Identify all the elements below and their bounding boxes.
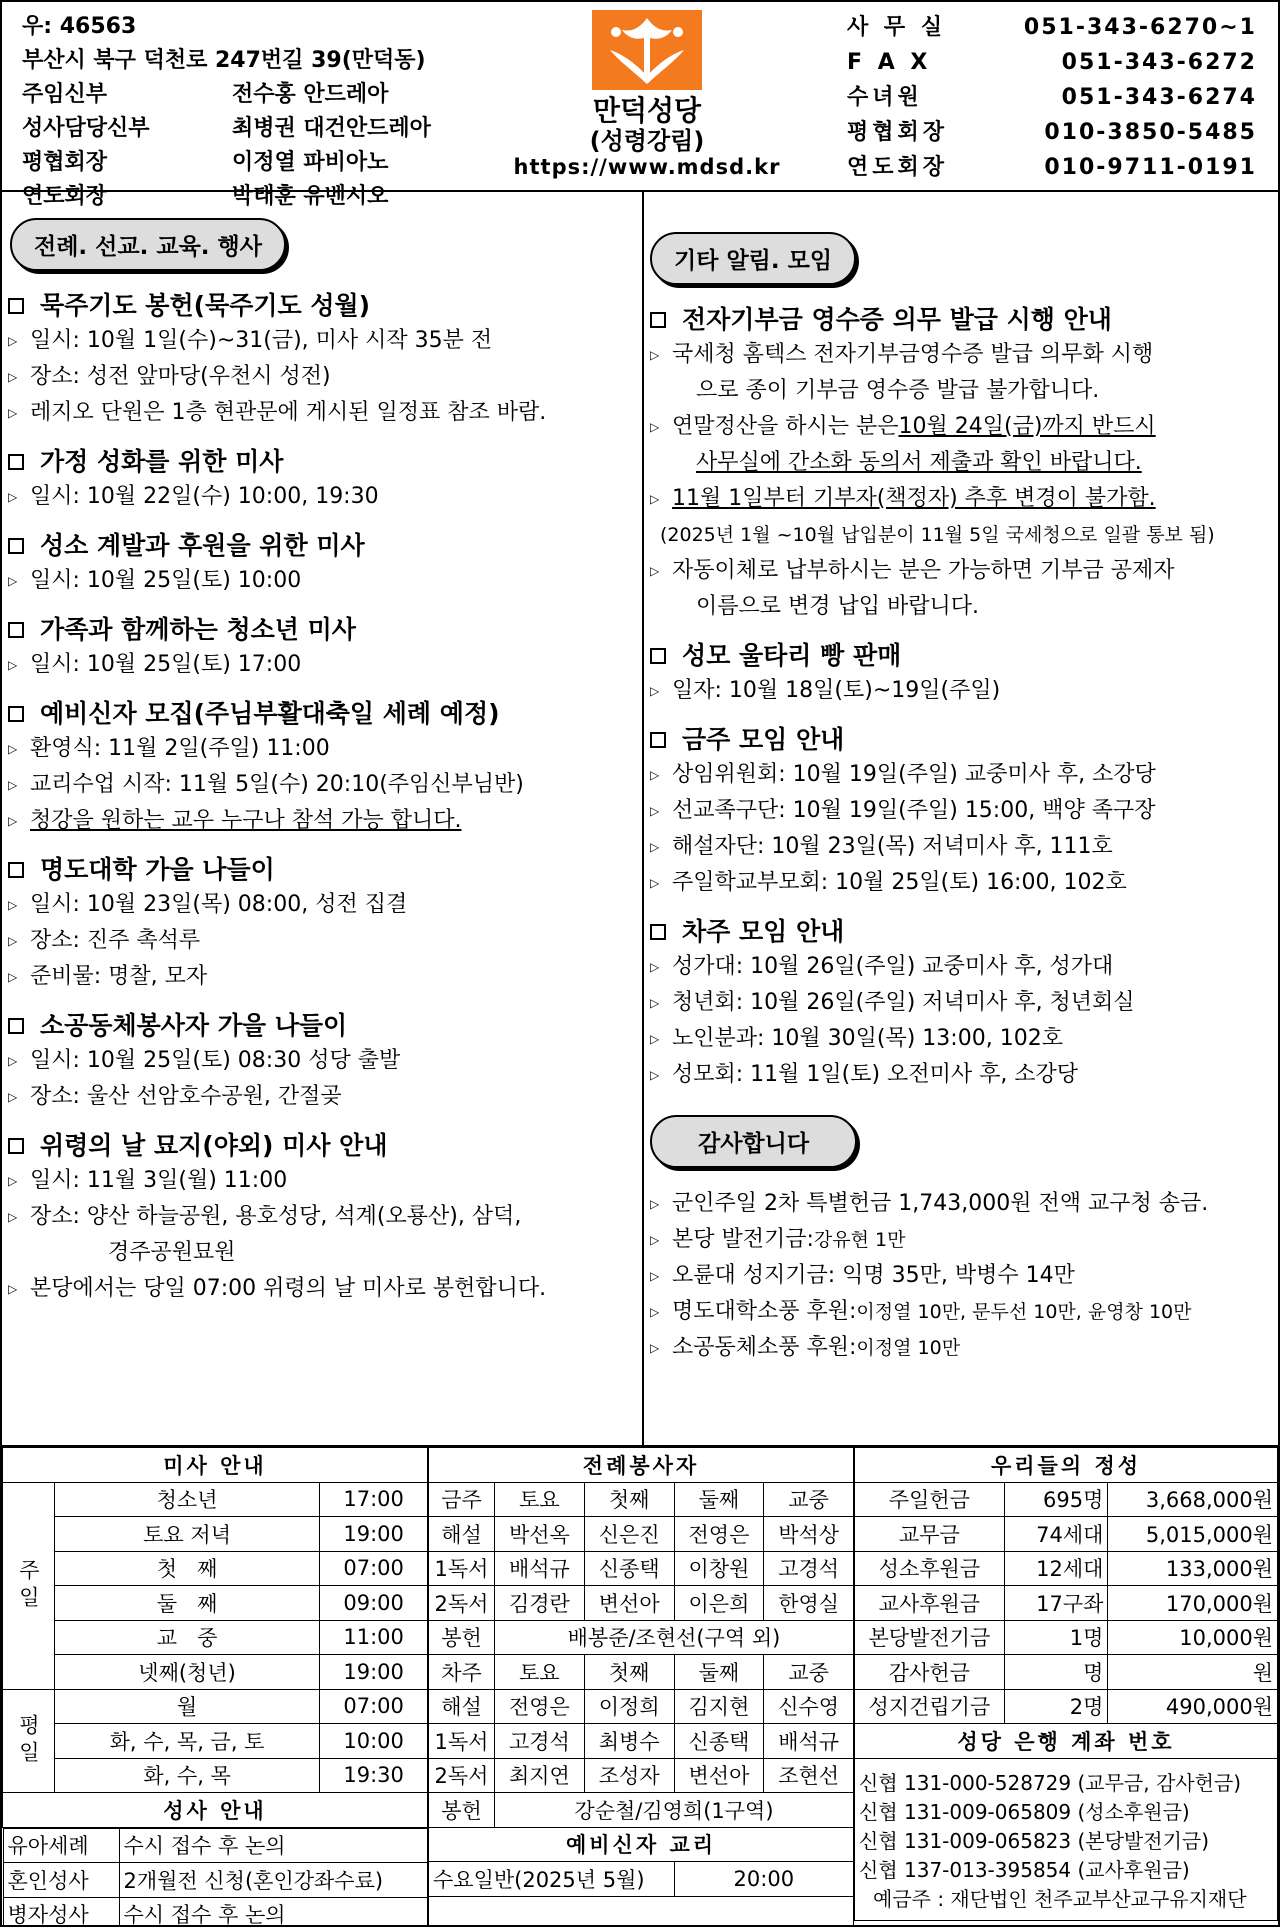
mass-time: 09:00: [320, 1586, 428, 1621]
right-column: [650, 192, 1276, 1366]
server-name: 박선옥: [494, 1517, 584, 1552]
offering-count: 695명: [1004, 1482, 1108, 1517]
offering-count: 명: [1004, 1655, 1108, 1690]
servers-header: 교중: [764, 1482, 854, 1517]
list-item: ▷ 장소: 진주 촉석루: [8, 923, 638, 959]
left-column: [8, 192, 638, 1307]
section-title: 소공동체봉사자 가을 나들이: [8, 1009, 638, 1043]
church-url[interactable]: https://www.mdsd.kr: [513, 155, 781, 179]
list-item: ▷ 레지오 단원은 1층 현관문에 게시된 일정표 참조 바람.: [8, 395, 638, 431]
list-item: ▷ 일시: 10월 23일(목) 08:00, 성전 집결: [8, 887, 638, 923]
church-logo-icon: [592, 10, 702, 90]
servers-header: 첫째: [584, 1655, 674, 1690]
triangle-bullet-icon: ▷: [650, 1068, 660, 1082]
list-item: ▷ 국세청 홈텍스 전자기부금영수증 발급 의무화 시행: [650, 337, 1276, 373]
offer-servers: 배봉준/조현선(구역 외): [494, 1620, 853, 1655]
offering-count: 12세대: [1004, 1551, 1108, 1586]
contact-value: 051-343-6272: [1061, 50, 1257, 75]
bank-title: 성당 은행 계좌 번호: [855, 1724, 1278, 1759]
list-item: ▷ 명도대학소풍 후원: 이정열 10만, 문두선 10만, 윤영창 10만: [650, 1294, 1276, 1330]
triangle-bullet-icon: ▷: [8, 1210, 18, 1224]
triangle-bullet-icon: ▷: [650, 768, 660, 782]
list-item-continued: 으로 종이 기부금 영수증 발급 불가합니다.: [696, 378, 1100, 403]
section-title: 위령의 날 묘지(야외) 미사 안내: [8, 1129, 638, 1163]
mass-table-title: 미사 안내: [3, 1448, 428, 1483]
postal-code: 우: 46563: [22, 14, 137, 39]
offering-amount: 5,015,000원: [1108, 1517, 1278, 1552]
contact-label: 평협회장: [847, 120, 949, 145]
info-value: 최병권 대건안드레아: [232, 116, 431, 141]
list-item: ▷ 노인분과: 10월 30일(목) 13:00, 102호: [650, 1021, 1276, 1057]
weekday-label: 평일: [3, 1689, 55, 1793]
server-name: 변선아: [674, 1758, 764, 1793]
mass-name: 교 중: [54, 1620, 319, 1655]
sacrament-name: 병자성사: [3, 1897, 119, 1927]
list-item: ▷ 본당 발전기금: 강유현 1만: [650, 1222, 1276, 1258]
triangle-bullet-icon: ▷: [8, 1174, 18, 1188]
checkbox-square-icon: [650, 732, 666, 748]
mass-time: 19:30: [320, 1758, 428, 1793]
triangle-bullet-icon: ▷: [650, 804, 660, 818]
sacrament-desc: 2개월전 신청(혼인강좌수료): [119, 1863, 427, 1898]
server-name: 김경란: [494, 1586, 584, 1621]
list-item: ▷ 자동이체로 납부하시는 분은 가능하면 기부금 공제자: [650, 553, 1276, 589]
column-divider: [642, 192, 644, 1445]
mass-time: 10:00: [320, 1724, 428, 1759]
triangle-bullet-icon: ▷: [650, 420, 660, 434]
section-pill-thanks: 감사합니다: [650, 1115, 857, 1168]
mass-time: 17:00: [320, 1482, 428, 1517]
offering-count: 74세대: [1004, 1517, 1108, 1552]
role: 해설: [429, 1517, 495, 1552]
servers-header: 차주: [429, 1655, 495, 1690]
triangle-bullet-icon: ▷: [8, 742, 18, 756]
bank-account-line: 신협 137-013-395854 (교사후원금): [859, 1857, 1190, 1882]
catechism-class: 수요일반(2025년 5월): [429, 1862, 675, 1897]
mass-time: 07:00: [320, 1551, 428, 1586]
church-subtitle: (성령강림): [589, 127, 705, 155]
role: 2독서: [429, 1758, 495, 1793]
role: 2독서: [429, 1586, 495, 1621]
offering-amount: 133,000원: [1108, 1551, 1278, 1586]
checkbox-square-icon: [8, 1018, 24, 1034]
list-item-note: (2025년 1월 ~10월 납입분이 11월 5일 국세청으로 일괄 통보 됨): [660, 524, 1215, 546]
catechism-time: 20:00: [674, 1862, 853, 1897]
contact-value: 051-343-6274: [1061, 85, 1257, 110]
triangle-bullet-icon: ▷: [8, 898, 18, 912]
server-name: 김지현: [674, 1689, 764, 1724]
bottom-tables: [2, 1445, 1278, 1927]
server-name: 이정희: [584, 1689, 674, 1724]
info-label: 주임신부: [22, 82, 108, 107]
offering-name: 성지건립기금: [855, 1689, 1005, 1724]
role: 해설: [429, 1689, 495, 1724]
info-value: 이정열 파비아노: [232, 150, 389, 175]
mass-time: 19:00: [320, 1655, 428, 1690]
triangle-bullet-icon: ▷: [8, 1090, 18, 1104]
checkbox-square-icon: [650, 312, 666, 328]
section-title: 금주 모임 안내: [650, 723, 1276, 757]
offering-amount: 3,668,000원: [1108, 1482, 1278, 1517]
triangle-bullet-icon: ▷: [650, 564, 660, 578]
triangle-bullet-icon: ▷: [8, 334, 18, 348]
triangle-bullet-icon: ▷: [8, 970, 18, 984]
role: 봉헌: [429, 1620, 495, 1655]
mass-table: [2, 1447, 428, 1927]
list-item: ▷ 일시: 10월 25일(토) 10:00: [8, 563, 638, 599]
offer-servers: 강순철/김영희(1구역): [494, 1793, 853, 1828]
checkbox-square-icon: [8, 454, 24, 470]
triangle-bullet-icon: ▷: [650, 960, 660, 974]
server-name: 전영은: [494, 1689, 584, 1724]
offering-count: 17구좌: [1004, 1586, 1108, 1621]
role: 1독서: [429, 1724, 495, 1759]
triangle-bullet-icon: ▷: [650, 876, 660, 890]
offering-count: 2명: [1004, 1689, 1108, 1724]
servers-header: 둘째: [674, 1655, 764, 1690]
mass-time: 11:00: [320, 1620, 428, 1655]
list-item: ▷ 상임위원회: 10월 19일(주일) 교중미사 후, 소강당: [650, 757, 1276, 793]
server-name: 고경석: [764, 1551, 854, 1586]
checkbox-square-icon: [8, 298, 24, 314]
list-item: ▷ 일시: 10월 25일(토) 17:00: [8, 647, 638, 683]
section-title: 성소 계발과 후원을 위한 미사: [8, 529, 638, 563]
list-item: ▷ 청년회: 10월 26일(주일) 저녁미사 후, 청년회실: [650, 985, 1276, 1021]
list-item-continued: 사무실에 간소화 동의서 제출과 확인 바랍니다.: [696, 450, 1142, 475]
server-name: 신은진: [584, 1517, 674, 1552]
sunday-label: 주일: [3, 1482, 55, 1689]
triangle-bullet-icon: ▷: [650, 996, 660, 1010]
server-name: 배석규: [764, 1724, 854, 1759]
list-item: ▷ 준비물: 명찰, 모자: [8, 959, 638, 995]
server-name: 변선아: [584, 1586, 674, 1621]
contact-list: [847, 10, 1257, 185]
info-label: 연도회장: [22, 184, 108, 209]
server-name: 조성자: [584, 1758, 674, 1793]
list-item: ▷ 일시: 10월 1일(수)~31(금), 미사 시작 35분 전: [8, 323, 638, 359]
church-brand: [507, 10, 787, 180]
church-name: 만덕성당: [592, 94, 702, 127]
list-item-continued: 이름으로 변경 납입 바랍니다.: [696, 594, 979, 619]
list-item: ▷ 일시: 10월 25일(토) 08:30 성당 출발: [8, 1043, 638, 1079]
offering-name: 본당발전기금: [855, 1620, 1005, 1655]
triangle-bullet-icon: ▷: [8, 406, 18, 420]
list-item: ▷ 장소: 양산 하늘공원, 용호성당, 석계(오룡산), 삼덕,: [8, 1199, 638, 1235]
list-item: ▷ 주일학교부모회: 10월 25일(토) 16:00, 102호: [650, 865, 1276, 901]
list-item: ▷ 일자: 10월 18일(토)~19일(주일): [650, 673, 1276, 709]
offerings-table: [854, 1447, 1278, 1921]
triangle-bullet-icon: ▷: [8, 814, 18, 828]
triangle-bullet-icon: ▷: [8, 574, 18, 588]
section-title: 예비신자 모집(주님부활대축일 세례 예정): [8, 697, 638, 731]
checkbox-square-icon: [8, 1138, 24, 1154]
mass-name: 화, 수, 목: [54, 1758, 319, 1793]
list-item: ▷ 소공동체소풍 후원: 이정열 10만: [650, 1330, 1276, 1366]
mass-name: 화, 수, 목, 금, 토: [54, 1724, 319, 1759]
triangle-bullet-icon: ▷: [650, 348, 660, 362]
list-item: ▷ 성가대: 10월 26일(주일) 교중미사 후, 성가대: [650, 949, 1276, 985]
servers-header: 토요: [494, 1655, 584, 1690]
servers-header: 토요: [494, 1482, 584, 1517]
offering-amount: 10,000원: [1108, 1620, 1278, 1655]
triangle-bullet-icon: ▷: [650, 492, 660, 506]
server-name: 박석상: [764, 1517, 854, 1552]
servers-table-title: 전례봉사자: [429, 1448, 854, 1483]
list-item: ▷ 환영식: 11월 2일(주일) 11:00: [8, 731, 638, 767]
contact-label: 연도회장: [847, 155, 949, 180]
checkbox-square-icon: [650, 924, 666, 940]
list-item-continued: 경주공원묘원: [108, 1240, 236, 1265]
role: 봉헌: [429, 1793, 495, 1828]
checkbox-square-icon: [8, 706, 24, 722]
triangle-bullet-icon: ▷: [8, 934, 18, 948]
offering-count: 1명: [1004, 1620, 1108, 1655]
section-pill-notices: 기타 알림. 모임: [650, 232, 856, 285]
triangle-bullet-icon: ▷: [650, 1197, 660, 1211]
server-name: 신종택: [674, 1724, 764, 1759]
section-title: 명도대학 가을 나들이: [8, 853, 638, 887]
list-item: ▷ 일시: 11월 3일(월) 11:00: [8, 1163, 638, 1199]
list-item: ▷ 해설자단: 10월 23일(목) 저녁미사 후, 111호: [650, 829, 1276, 865]
list-item: ▷ 11월 1일부터 기부자(책정자) 추후 변경이 불가함.: [650, 481, 1276, 517]
info-value: 박태훈 유벤시오: [232, 184, 389, 209]
contact-label: F A X: [847, 50, 932, 75]
checkbox-square-icon: [650, 648, 666, 664]
list-item: ▷ 연말정산을 하시는 분은 10월 24일(금)까지 반드시: [650, 409, 1276, 445]
servers-header: 금주: [429, 1482, 495, 1517]
checkbox-square-icon: [8, 622, 24, 638]
offering-amount: 170,000원: [1108, 1586, 1278, 1621]
server-name: 조현선: [764, 1758, 854, 1793]
info-value: 전수홍 안드레아: [232, 82, 389, 107]
address: 부산시 북구 덕천로 247번길 39(만덕동): [22, 48, 426, 73]
mass-name: 토요 저녁: [54, 1517, 319, 1552]
catechism-title: 예비신자 교리: [429, 1827, 854, 1862]
server-name: 최병수: [584, 1724, 674, 1759]
bank-account-line: 신협 131-000-528729 (교무금, 감사헌금): [859, 1770, 1242, 1795]
offering-name: 성소후원금: [855, 1551, 1005, 1586]
section-pill-liturgy: 전례. 선교. 교육. 행사: [10, 218, 286, 271]
role: 1독서: [429, 1551, 495, 1586]
sacrament-desc: 수시 접수 후 논의: [119, 1897, 427, 1927]
section-title: 가정 성화를 위한 미사: [8, 445, 638, 479]
account-holder: 예금주 : 재단법인 천주교부산교구유지재단: [873, 1886, 1247, 1911]
triangle-bullet-icon: ▷: [650, 1305, 660, 1319]
servers-header: 둘째: [674, 1482, 764, 1517]
triangle-bullet-icon: ▷: [650, 840, 660, 854]
list-item: ▷ 본당에서는 당일 07:00 위령의 날 미사로 봉헌합니다.: [8, 1271, 638, 1307]
server-name: 이은희: [674, 1586, 764, 1621]
sacrament-name: 유아세례: [3, 1828, 119, 1863]
list-item: ▷ 일시: 10월 22일(수) 10:00, 19:30: [8, 479, 638, 515]
offering-name: 교사후원금: [855, 1586, 1005, 1621]
list-item: ▷ 청강을 원하는 교우 누구나 참석 가능 합니다.: [8, 803, 638, 839]
list-item: ▷ 장소: 성전 앞마당(우천시 성전): [8, 359, 638, 395]
checkbox-square-icon: [8, 862, 24, 878]
section-title: 차주 모임 안내: [650, 915, 1276, 949]
list-item: ▷ 오륜대 성지기금: 익명 35만, 박병수 14만: [650, 1258, 1276, 1294]
mass-name: 청소년: [54, 1482, 319, 1517]
offerings-title: 우리들의 정성: [855, 1448, 1278, 1483]
list-item: ▷ 성모회: 11월 1일(토) 오전미사 후, 소강당: [650, 1057, 1276, 1093]
mass-name: 첫 째: [54, 1551, 319, 1586]
mass-name: 월: [54, 1689, 319, 1724]
checkbox-square-icon: [8, 538, 24, 554]
triangle-bullet-icon: ▷: [8, 1054, 18, 1068]
triangle-bullet-icon: ▷: [650, 1341, 660, 1355]
section-title: 전자기부금 영수증 의무 발급 시행 안내: [650, 303, 1276, 337]
server-name: 전영은: [674, 1517, 764, 1552]
mass-name: 둘 째: [54, 1586, 319, 1621]
triangle-bullet-icon: ▷: [8, 658, 18, 672]
bank-accounts: [855, 1758, 1278, 1920]
server-name: 신수영: [764, 1689, 854, 1724]
server-name: 최지연: [494, 1758, 584, 1793]
server-name: 이창원: [674, 1551, 764, 1586]
empty-cell: [429, 1896, 854, 1927]
triangle-bullet-icon: ▷: [650, 1032, 660, 1046]
sacrament-desc: 수시 접수 후 논의: [119, 1828, 427, 1863]
section-title: 묵주기도 봉헌(묵주기도 성월): [8, 289, 638, 323]
mass-time: 19:00: [320, 1517, 428, 1552]
list-item: ▷ 장소: 울산 선암호수공원, 간절곶: [8, 1079, 638, 1115]
bank-account-line: 신협 131-009-065809 (성소후원금): [859, 1799, 1190, 1824]
contact-value: 010-9711-0191: [1044, 155, 1257, 180]
server-name: 신종택: [584, 1551, 674, 1586]
sacrament-table-title: 성사 안내: [3, 1793, 428, 1828]
sacrament-table: [3, 1828, 428, 1927]
triangle-bullet-icon: ▷: [650, 1269, 660, 1283]
contact-label: 사 무 실: [847, 15, 947, 40]
servers-header: 첫째: [584, 1482, 674, 1517]
servers-table: [428, 1447, 854, 1927]
info-label: 평협회장: [22, 150, 108, 175]
offering-amount: 원: [1108, 1655, 1278, 1690]
offering-name: 주일헌금: [855, 1482, 1005, 1517]
info-label: 성사담당신부: [22, 116, 150, 141]
server-name: 한영실: [764, 1586, 854, 1621]
triangle-bullet-icon: ▷: [650, 684, 660, 698]
list-item: ▷ 군인주일 2차 특별헌금 1,743,000원 전액 교구청 송금.: [650, 1186, 1276, 1222]
triangle-bullet-icon: ▷: [8, 490, 18, 504]
triangle-bullet-icon: ▷: [8, 778, 18, 792]
mass-time: 07:00: [320, 1689, 428, 1724]
list-item: ▷ 선교족구단: 10월 19일(주일) 15:00, 백양 족구장: [650, 793, 1276, 829]
section-title: 성모 울타리 빵 판매: [650, 639, 1276, 673]
offering-name: 교무금: [855, 1517, 1005, 1552]
triangle-bullet-icon: ▷: [650, 1233, 660, 1247]
triangle-bullet-icon: ▷: [8, 370, 18, 384]
triangle-bullet-icon: ▷: [8, 1282, 18, 1296]
mass-name: 넷째(청년): [54, 1655, 319, 1690]
contact-value: 051-343-6270~1: [1023, 15, 1257, 40]
sacrament-name: 혼인성사: [3, 1863, 119, 1898]
header-info: [22, 10, 431, 214]
list-item: ▷ 교리수업 시작: 11월 5일(수) 20:10(주임신부님반): [8, 767, 638, 803]
server-name: 고경석: [494, 1724, 584, 1759]
bank-account-line: 신협 131-009-065823 (본당발전기금): [859, 1828, 1210, 1853]
header: [2, 2, 1278, 209]
contact-label: 수녀원: [847, 85, 923, 110]
contact-value: 010-3850-5485: [1044, 120, 1257, 145]
offering-name: 감사헌금: [855, 1655, 1005, 1690]
offering-amount: 490,000원: [1108, 1689, 1278, 1724]
server-name: 배석규: [494, 1551, 584, 1586]
servers-header: 교중: [764, 1655, 854, 1690]
section-title: 가족과 함께하는 청소년 미사: [8, 613, 638, 647]
